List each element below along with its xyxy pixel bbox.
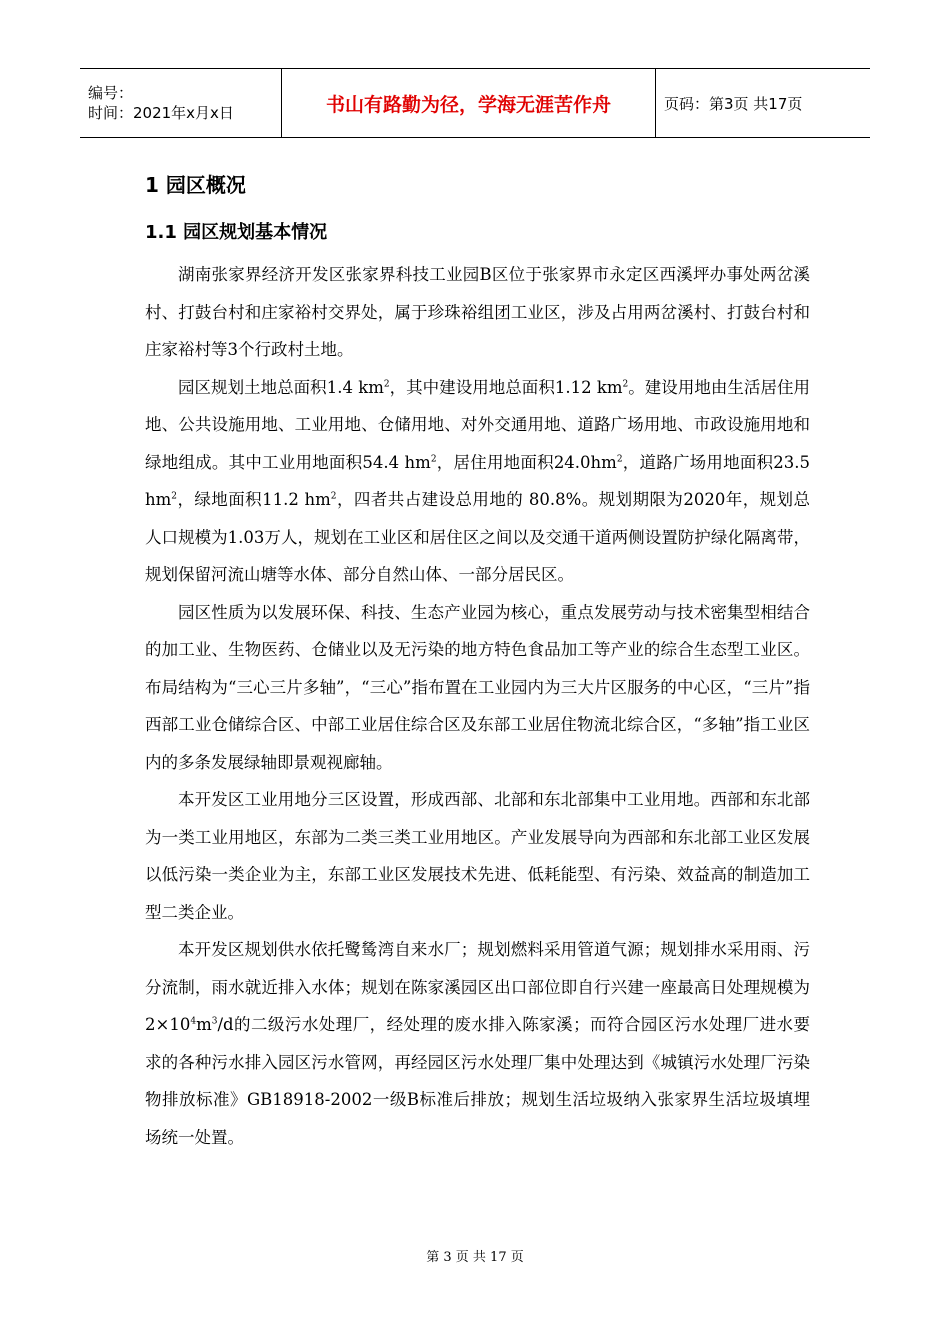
document-time-label: 时间：2021年x月x日 <box>88 104 234 122</box>
document-number-label: 编号： <box>88 84 134 102</box>
section-heading: 1 园区概况 <box>145 173 246 197</box>
paragraph-land-use: 园区规划土地总面积1.4 $km^2$，其中建设用地总面积1.12 $km^2$。建设用地由生活居住用地、公共设施用地、工业用地、仓储用地、对外交通用地、道路广场用地、市政设施用地和绿地组成。其中工业用地面积54.4 $hm^2$，居住用地面积$24.0hm^2$，道路广场用地面积23.5 $hm^2$，绿地面积11.2 $hm^2$，四者共占建设总用地的 80.8%。规划期限为2020年，规划总人口规模为1.03万人，规划在工业区和居住区之间以及交通干道两侧设置防护绿化隔离带，规划保留河流山塘等水体、部分自然山体、一部分居民区。 <box>145 377 810 584</box>
page-header <box>80 68 870 138</box>
header-page-info <box>656 69 870 137</box>
header-meta <box>80 69 282 137</box>
subsection-heading: 1.1 园区规划基本情况 <box>145 222 328 243</box>
paragraph-text: 湖南张家界经济开发区张家界科技工业园B区位于张家界市永定区西溪坪办事处两岔溪村、打鼓台村和庄家裕村交界处，属于珍珠裕组团工业区，涉及占用两岔溪村、打鼓台村和庄家裕村等3个行政村土地。 <box>145 265 810 359</box>
paragraph-industrial-zones <box>145 781 810 931</box>
paragraph-text: 本开发区工业用地分三区设置，形成西部、北部和东北部集中工业用地。西部和东北部为一类工业用地区，东部为二类三类工业用地区。产业发展导向为西部和东北部工业区发展以低污染一类企业为主，东部工业区发展技术先进、低耗能型、有污染、效益高的制造加工型二类企业。 <box>145 790 810 922</box>
paragraph-location <box>145 256 810 369</box>
motto-text: 书山有路勤为径，学海无涯苦作舟 <box>325 93 611 116</box>
header-motto <box>282 69 656 137</box>
paragraph-utilities: 本开发区规划供水依托鹭鸶湾自来水厂；规划燃料采用管道气源；规划排水采用雨、污分流制，雨水就近排入水体；规划在陈家溪园区出口部位即自行兴建一座最高日处理规模为$2\times 10^4m^3/d$的二级污水处理厂，经处理的废水排入陈家溪；而符合园区污水处理厂进水要求的各种污水排入园区污水管网，再经园区污水处理厂集中处理达到《城镇污水处理厂污染物排放标准》GB18918-2002一级B标准后排放；规划生活垃圾纳入张家界生活垃圾填埋场统一处置。 <box>145 940 810 1147</box>
document-body <box>145 160 810 1156</box>
page-footer <box>0 1246 950 1265</box>
footer-page-number: 第 3 页 共 17 页 <box>426 1250 524 1265</box>
paragraph-park-nature <box>145 594 810 782</box>
page-info-text: 页码：第3页 共17页 <box>664 94 803 113</box>
paragraph-text: 园区性质为以发展环保、科技、生态产业园为核心，重点发展劳动与技术密集型相结合的加工业、生物医药、仓储业以及无污染的地方特色食品加工等产业的综合生态型工业区。布局结构为“三心三片多轴”，“三心”指布置在工业园内为三大片区服务的中心区，“三片”指西部工业仓储综合区、中部工业居住综合区及东部工业居住物流北综合区，“多轴”指工业区内的多条发展绿轴即景观视廊轴。 <box>145 602 810 772</box>
